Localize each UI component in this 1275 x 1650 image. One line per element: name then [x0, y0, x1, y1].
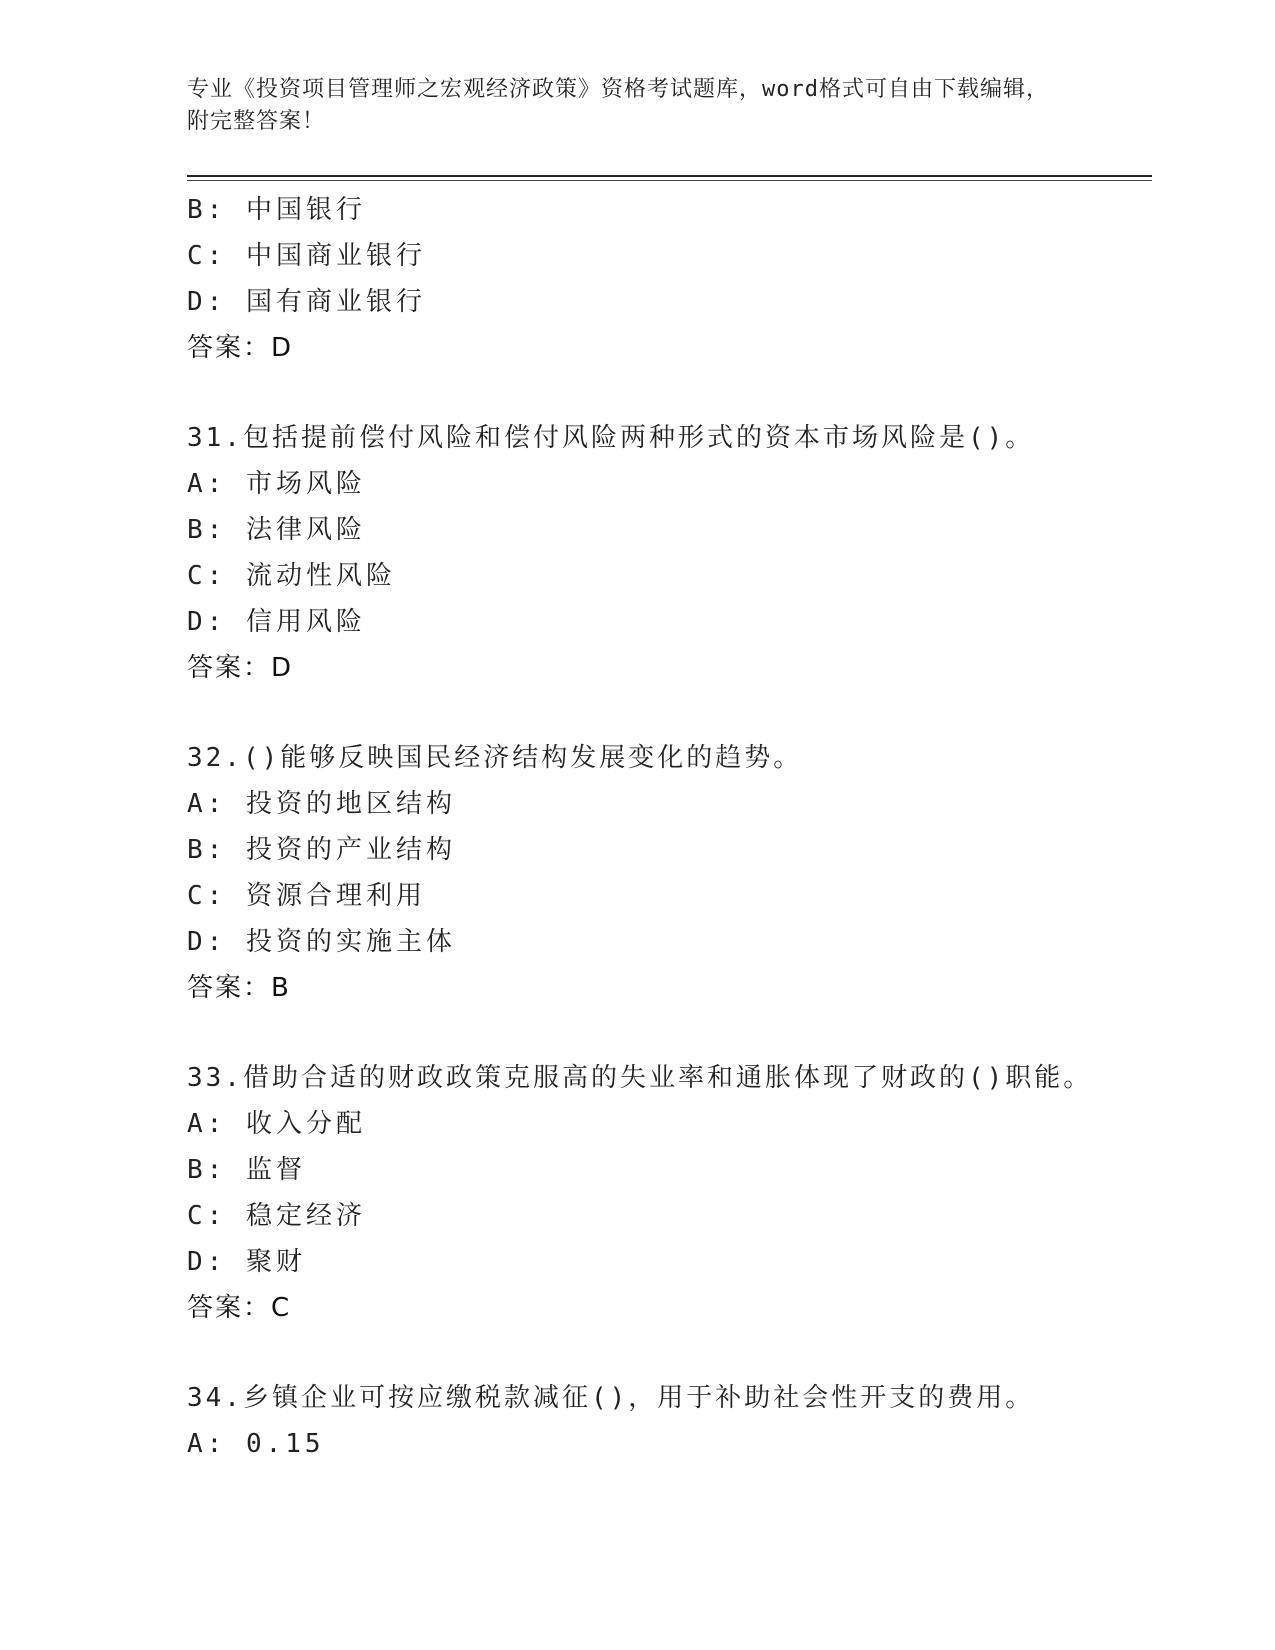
question-block-34 [187, 1375, 1152, 1467]
document-header: 专业《投资项目管理师之宏观经济政策》资格考试题库，word格式可自由下载编辑，附完整答案！ [187, 77, 1049, 134]
option-d: D: 信用风险 [187, 607, 366, 637]
spacer [187, 1331, 1152, 1375]
option-a: A: 市场风险 [187, 469, 366, 499]
answer-line: 答案：D [187, 653, 294, 683]
option-b: B: 中国银行 [187, 195, 366, 225]
answer-line: 答案：C [187, 1293, 292, 1323]
spacer [187, 1011, 1152, 1055]
option-c: C: 流动性风险 [187, 561, 396, 591]
option-b: B: 投资的产业结构 [187, 835, 456, 865]
question-stem: 31.包括提前偿付风险和偿付风险两种形式的资本市场风险是()。 [187, 423, 1035, 453]
option-b: B: 法律风险 [187, 515, 366, 545]
question-stem: 32.()能够反映国民经济结构发展变化的趋势。 [187, 743, 803, 773]
question-block-31 [187, 415, 1152, 691]
option-d: D: 聚财 [187, 1247, 306, 1277]
header-divider-thin [187, 180, 1152, 181]
question-stem: 34.乡镇企业可按应缴税款减征()，用于补助社会性开支的费用。 [187, 1383, 1035, 1413]
question-block-30 [187, 187, 1152, 371]
option-d: D: 投资的实施主体 [187, 927, 456, 957]
option-b: B: 监督 [187, 1155, 306, 1185]
question-stem: 33.借助合适的财政政策克服高的失业率和通胀体现了财政的()职能。 [187, 1063, 1093, 1093]
question-block-33 [187, 1055, 1152, 1331]
option-a: A: 收入分配 [187, 1109, 366, 1139]
option-a: A: 0.15 [187, 1429, 325, 1459]
option-d: D: 国有商业银行 [187, 287, 426, 317]
answer-line: 答案：D [187, 333, 294, 363]
option-c: C: 稳定经济 [187, 1201, 366, 1231]
option-c: C: 资源合理利用 [187, 881, 426, 911]
question-block-32 [187, 735, 1152, 1011]
option-c: C: 中国商业银行 [187, 241, 426, 271]
question-list [187, 187, 1152, 1467]
header-divider-thick [187, 175, 1152, 177]
option-a: A: 投资的地区结构 [187, 789, 456, 819]
spacer [187, 371, 1152, 415]
spacer [187, 691, 1152, 735]
answer-line: 答案：B [187, 973, 291, 1003]
